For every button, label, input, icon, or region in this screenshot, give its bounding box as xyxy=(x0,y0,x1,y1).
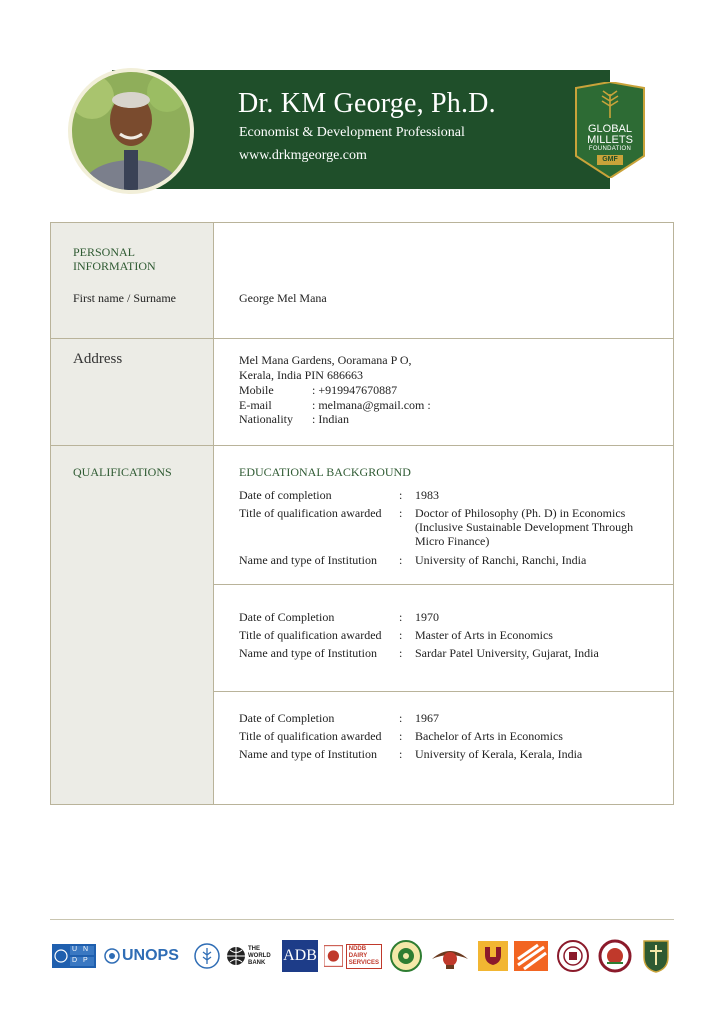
colon: : xyxy=(399,553,403,567)
address-label: Address xyxy=(73,351,123,367)
world-bank-logo xyxy=(226,938,274,974)
nddb-logo xyxy=(324,938,382,974)
undp-text-bottom: D P xyxy=(72,957,90,964)
nationality-label: Nationality xyxy=(239,412,293,426)
entry1-date-value: 1983 xyxy=(415,488,439,502)
colon: : xyxy=(399,729,403,743)
entry-divider xyxy=(214,691,673,692)
seal-icon xyxy=(598,939,632,973)
global-millets-foundation-logo xyxy=(572,82,648,178)
entry1-institution-value: University of Ranchi, Ranchi, India xyxy=(415,553,587,567)
entry3-date-value: 1967 xyxy=(415,711,439,725)
adb-logo xyxy=(282,938,318,974)
entry2-title-value: Master of Arts in Economics xyxy=(415,628,553,642)
colon: : xyxy=(399,488,403,502)
address-line2: Kerala, India PIN 686663 xyxy=(239,368,363,382)
unops-logo xyxy=(104,938,184,974)
cv-left-column xyxy=(51,223,214,804)
shield-icon xyxy=(642,939,670,973)
undp-logo xyxy=(52,938,96,974)
bank-logo xyxy=(478,938,508,974)
globe-icon xyxy=(226,946,246,966)
state-seal-logo xyxy=(390,938,422,974)
address-line1: Mel Mana Gardens, Ooramana P O, xyxy=(239,353,412,367)
gmf-line-3: FOUNDATION xyxy=(588,146,632,152)
world-bank-line1: THE xyxy=(248,945,260,952)
adb-text: ADB xyxy=(282,940,318,972)
entry1-date-label: Date of completion xyxy=(239,488,332,502)
personal-heading-line1: PERSONAL xyxy=(73,245,136,259)
row-divider xyxy=(51,338,673,339)
bird-emblem-icon xyxy=(430,941,470,971)
educational-background-title: EDUCATIONAL BACKGROUND xyxy=(239,465,411,479)
entry2-date-value: 1970 xyxy=(415,610,439,624)
entry1-title-value-line2: (Inclusive Sustainable Development Through xyxy=(415,520,634,534)
entry2-title-label: Title of qualification awarded xyxy=(239,628,382,642)
seal-icon xyxy=(556,939,590,973)
entry3-date-label: Date of Completion xyxy=(239,711,335,725)
entry2-institution-value: Sardar Patel University, Gujarat, India xyxy=(415,646,599,660)
entry3-title-label: Title of qualification awarded xyxy=(239,729,382,743)
entry3-title-value: Bachelor of Arts in Economics xyxy=(415,729,563,743)
institution-seal-logo xyxy=(598,938,632,974)
email-value[interactable]: : melmana@gmail.com : xyxy=(312,398,431,412)
entry1-title-value-line1: Doctor of Philosophy (Ph. D) in Economics xyxy=(415,506,626,520)
entry1-institution-label: Name and type of Institution xyxy=(239,553,377,567)
wheat-emblem-icon xyxy=(194,943,220,969)
partner-logos xyxy=(52,938,676,974)
world-bank-line3: BANK xyxy=(248,959,266,966)
bank-baroda-logo xyxy=(514,938,548,974)
nddb-line1: NDDB xyxy=(348,945,367,952)
professional-title: Economist & Development Professional xyxy=(239,125,465,140)
colon: : xyxy=(399,747,403,761)
colon: : xyxy=(399,711,403,725)
profile-photo xyxy=(68,68,194,194)
entry-divider xyxy=(214,584,673,585)
gmf-line-2: MILLETS xyxy=(587,134,633,146)
crest-logo xyxy=(642,938,670,974)
colon: : xyxy=(399,610,403,624)
mobile-value: : +919947670887 xyxy=(312,383,398,397)
colon: : xyxy=(399,646,403,660)
entry1-title-value-line3: Micro Finance) xyxy=(415,534,490,548)
university-seal-logo xyxy=(556,938,590,974)
nddb-line3: SERVICES xyxy=(348,959,379,966)
name-value: George Mel Mana xyxy=(239,291,327,305)
entry3-institution-value: University of Kerala, Kerala, India xyxy=(415,747,583,761)
bank-mark-icon xyxy=(478,941,508,971)
cv-table xyxy=(50,222,674,805)
colon: : xyxy=(399,506,403,520)
entry1-title-label: Title of qualification awarded xyxy=(239,506,382,520)
entry2-date-label: Date of Completion xyxy=(239,610,335,624)
mobile-label: Mobile xyxy=(239,383,274,397)
gmf-line-1: GLOBAL xyxy=(587,123,633,135)
entry2-institution-label: Name and type of Institution xyxy=(239,646,377,660)
personal-heading-line2: INFORMATION xyxy=(73,259,156,273)
email-label: E-mail xyxy=(239,398,272,412)
seal-icon xyxy=(390,940,422,972)
nationality-value: : Indian xyxy=(312,412,349,426)
emblem-logo xyxy=(430,938,470,974)
footer-divider xyxy=(50,919,674,920)
nddb-line2: DAIRY xyxy=(348,952,368,959)
un-emblem-icon xyxy=(104,948,120,964)
website-link[interactable]: www.drkmgeorge.com xyxy=(239,148,367,163)
qualifications-label: QUALIFICATIONS xyxy=(73,465,172,479)
person-name: Dr. KM George, Ph.D. xyxy=(238,88,496,119)
row-divider xyxy=(51,445,673,446)
colon: : xyxy=(399,628,403,642)
name-label: First name / Surname xyxy=(73,291,176,305)
fao-logo xyxy=(194,938,220,974)
gmf-abbr: GMF xyxy=(597,155,623,165)
cow-emblem-icon xyxy=(324,945,343,967)
undp-text-top: U N xyxy=(72,946,91,953)
world-bank-line2: WORLD xyxy=(248,952,271,959)
entry3-institution-label: Name and type of Institution xyxy=(239,747,377,761)
unops-text: UNOPS xyxy=(122,947,179,964)
sun-rays-icon xyxy=(514,941,548,971)
